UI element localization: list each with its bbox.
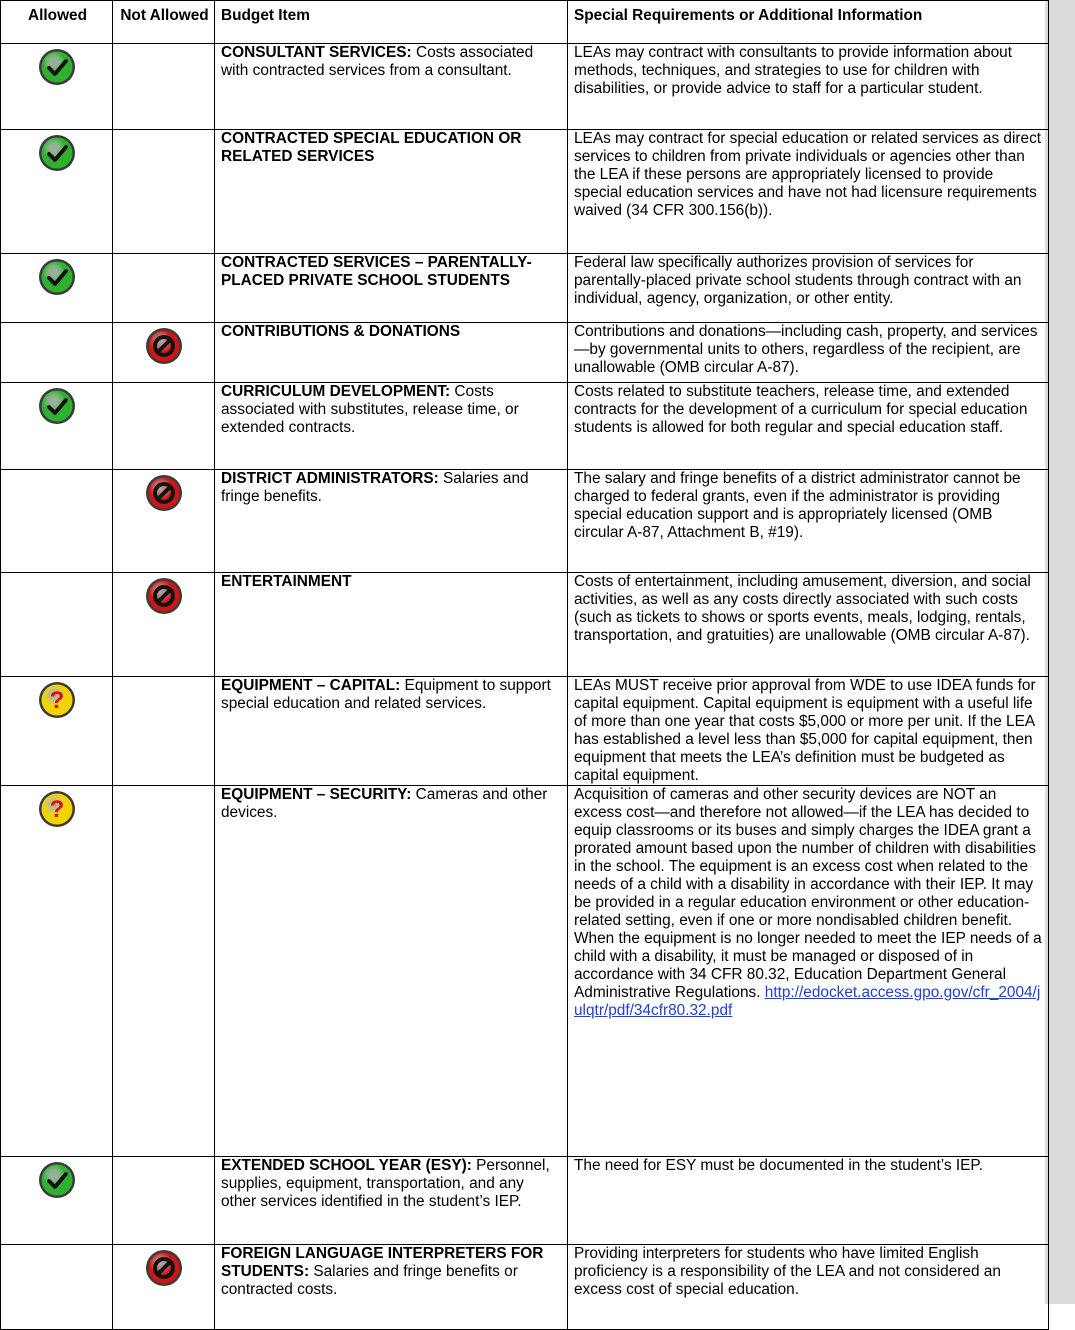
budget-item-description: Personnel, supplies, equipment, transportation, and any other services identified in the student’s IEP.	[221, 1157, 550, 1210]
allowed-cell	[1, 383, 113, 470]
special-requirements-text: Contributions and donations—including cash, property, and services—by governmental units to others, regardless of the recipient, are unallowable (OMB circular A-87).	[574, 323, 1038, 376]
budget-item-cell	[215, 44, 568, 130]
allowed-cell	[1, 130, 113, 254]
budget-item-title: FOREIGN LANGUAGE INTERPRETERS FOR STUDENTS:	[221, 1245, 544, 1280]
table-row	[1, 44, 1049, 130]
allowed-cell	[1, 573, 113, 677]
budget-item-title: DISTRICT ADMINISTRATORS:	[221, 470, 439, 487]
special-requirements-text: The need for ESY must be documented in the student’s IEP.	[574, 1157, 983, 1174]
header-not-allowed: Not Allowed	[113, 1, 215, 44]
allowed-cell	[1, 44, 113, 130]
budget-item-description: Equipment to support special education and related services.	[221, 677, 551, 712]
allowed-cell	[1, 470, 113, 573]
budget-item-title: EQUIPMENT – SECURITY:	[221, 786, 412, 803]
not-allowed-cell	[113, 786, 215, 1157]
special-requirements-text: LEAs MUST receive prior approval from WDE to use IDEA funds for capital equipment. Capital equipment is equipment with a useful life of more than one year that costs $5,000 or more per unit. If the LEA has established a level less than $5,000 for capital equipment, then equipment that meets the LEA’s definition must be budgeted as capital equipment.	[574, 677, 1036, 784]
svg-text:?: ?	[49, 687, 64, 714]
budget-item-cell	[215, 130, 568, 254]
header-row	[1, 1, 1049, 44]
allowed-cell	[1, 323, 113, 383]
not-allowed-cell	[113, 470, 215, 573]
budget-item-title: CONTRACTED SERVICES – PARENTALLY-PLACED PRIVATE SCHOOL STUDENTS	[221, 254, 532, 289]
table-row	[1, 677, 1049, 786]
special-requirements-text: The salary and fringe benefits of a district administrator cannot be charged to federal grants, even if the administrator is providing special education support and is appropriately licensed (OMB circular A-87, Attachment B, #19).	[574, 470, 1021, 541]
special-requirements-cell	[568, 383, 1049, 470]
allowed-cell	[1, 1245, 113, 1330]
check-circle-icon	[37, 1160, 77, 1200]
budget-item-title: CONTRIBUTIONS & DONATIONS	[221, 323, 461, 340]
budget-item-description: Salaries and fringe benefits.	[221, 470, 529, 505]
budget-item-title: CONTRACTED SPECIAL EDUCATION OR RELATED SERVICES	[221, 130, 522, 165]
budget-item-cell	[215, 470, 568, 573]
table-row	[1, 573, 1049, 677]
special-requirements-cell	[568, 254, 1049, 323]
special-requirements-text: Costs related to substitute teachers, release time, and extended contracts for the development of a curriculum for special education students is allowed for both regular and special education staff.	[574, 383, 1028, 436]
check-circle-icon	[37, 386, 77, 426]
special-requirements-cell	[568, 323, 1049, 383]
budget-item-description: Salaries and fringe benefits or contracted costs.	[221, 1263, 518, 1298]
not-allowed-cell	[113, 677, 215, 786]
special-requirements-cell	[568, 1245, 1049, 1330]
budget-item-title: ENTERTAINMENT	[221, 573, 352, 590]
special-requirements-cell	[568, 470, 1049, 573]
special-requirements-text: LEAs may contract with consultants to provide information about methods, techniques, and strategies to use for children with disabilities, or provide advice to staff for a particular student.	[574, 44, 1013, 97]
not-allowed-cell	[113, 383, 215, 470]
prohibited-icon	[144, 1248, 184, 1288]
table-row	[1, 254, 1049, 323]
budget-item-cell	[215, 254, 568, 323]
special-requirements-cell	[568, 677, 1049, 786]
special-requirements-cell	[568, 130, 1049, 254]
allowed-cell	[1, 677, 113, 786]
prohibited-icon	[144, 326, 184, 366]
cfr-reference-link[interactable]: http://edocket.access.gpo.gov/cfr_2004/julqtr/pdf/34cfr80.32.pdf	[574, 984, 1041, 1019]
table-row	[1, 1157, 1049, 1245]
special-requirements-text: Federal law specifically authorizes provision of services for parentally-placed private school students through contract with an individual, agency, organization, or other entity.	[574, 254, 1022, 307]
not-allowed-cell	[113, 44, 215, 130]
budget-item-title: EXTENDED SCHOOL YEAR (ESY):	[221, 1157, 472, 1174]
header-allowed: Allowed	[1, 1, 113, 44]
not-allowed-cell	[113, 254, 215, 323]
not-allowed-cell	[113, 130, 215, 254]
page-margin-bar	[1045, 0, 1075, 1304]
question-mark-icon	[37, 789, 77, 829]
table-row	[1, 130, 1049, 254]
special-requirements-cell	[568, 573, 1049, 677]
table-row	[1, 1245, 1049, 1330]
budget-item-cell	[215, 383, 568, 470]
svg-text:?: ?	[49, 796, 64, 823]
header-budget-item: Budget Item	[215, 1, 568, 44]
special-requirements-cell	[568, 1157, 1049, 1245]
budget-item-cell	[215, 323, 568, 383]
budget-item-cell	[215, 786, 568, 1157]
not-allowed-cell	[113, 1245, 215, 1330]
special-requirements-text: LEAs may contract for special education or related services as direct services to children from private individuals or agencies other than the LEA if these persons are appropriately licensed to provide special education services and have not had licensure requirements waived (34 CFR 300.156(b)).	[574, 130, 1042, 219]
special-requirements-cell	[568, 786, 1049, 1157]
budget-item-cell	[215, 677, 568, 786]
allowed-cell	[1, 786, 113, 1157]
allowed-cell	[1, 1157, 113, 1245]
check-circle-icon	[37, 257, 77, 297]
special-requirements-text: Providing interpreters for students who have limited English proficiency is a responsibility of the LEA and not considered an excess cost of special education.	[574, 1245, 1001, 1298]
allowed-cell	[1, 254, 113, 323]
not-allowed-cell	[113, 573, 215, 677]
not-allowed-cell	[113, 1157, 215, 1245]
table-row	[1, 470, 1049, 573]
budget-item-cell	[215, 573, 568, 677]
prohibited-icon	[144, 576, 184, 616]
table-row	[1, 383, 1049, 470]
budget-item-cell	[215, 1157, 568, 1245]
budget-item-cell	[215, 1245, 568, 1330]
special-requirements-cell	[568, 44, 1049, 130]
table-row	[1, 323, 1049, 383]
budget-item-description: Costs associated with substitutes, release time, or extended contracts.	[221, 383, 519, 436]
not-allowed-cell	[113, 323, 215, 383]
question-mark-icon	[37, 680, 77, 720]
check-circle-icon	[37, 133, 77, 173]
header-special-requirements: Special Requirements or Additional Information	[568, 1, 1049, 44]
prohibited-icon	[144, 473, 184, 513]
special-requirements-text: Acquisition of cameras and other security devices are NOT an excess cost—and therefore not allowed—if the LEA has decided to equip classrooms or its buses and simply charges the IDEA grant a prorated amount based upon the number of children with disabilities in the school. The equipment is an excess cost when related to the needs of a child with a disability in accordance with their IEP. It may be provided in a regular education environment or other education-related setting, even if one or more nondisabled children benefit. When the equipment is no longer needed to meet the IEP needs of a child with a disability, it must be managed or disposed of in accordance with 34 CFR 80.32, Education Department General Administrative Regulations.	[574, 786, 1042, 1001]
check-circle-icon	[37, 47, 77, 87]
budget-item-title: CONSULTANT SERVICES:	[221, 44, 412, 61]
budget-item-description: Costs associated with contracted services from a consultant.	[221, 44, 534, 79]
special-requirements-text: Costs of entertainment, including amusement, diversion, and social activities, as well as any costs directly associated with such costs (such as tickets to shows or sports events, meals, lodging, rentals, transportation, and gratuities) are unallowable (OMB circular A-87).	[574, 573, 1031, 644]
table-row	[1, 786, 1049, 1157]
budget-item-title: CURRICULUM DEVELOPMENT:	[221, 383, 451, 400]
budget-item-description: Cameras and other devices.	[221, 786, 548, 821]
budget-item-title: EQUIPMENT – CAPITAL:	[221, 677, 401, 694]
